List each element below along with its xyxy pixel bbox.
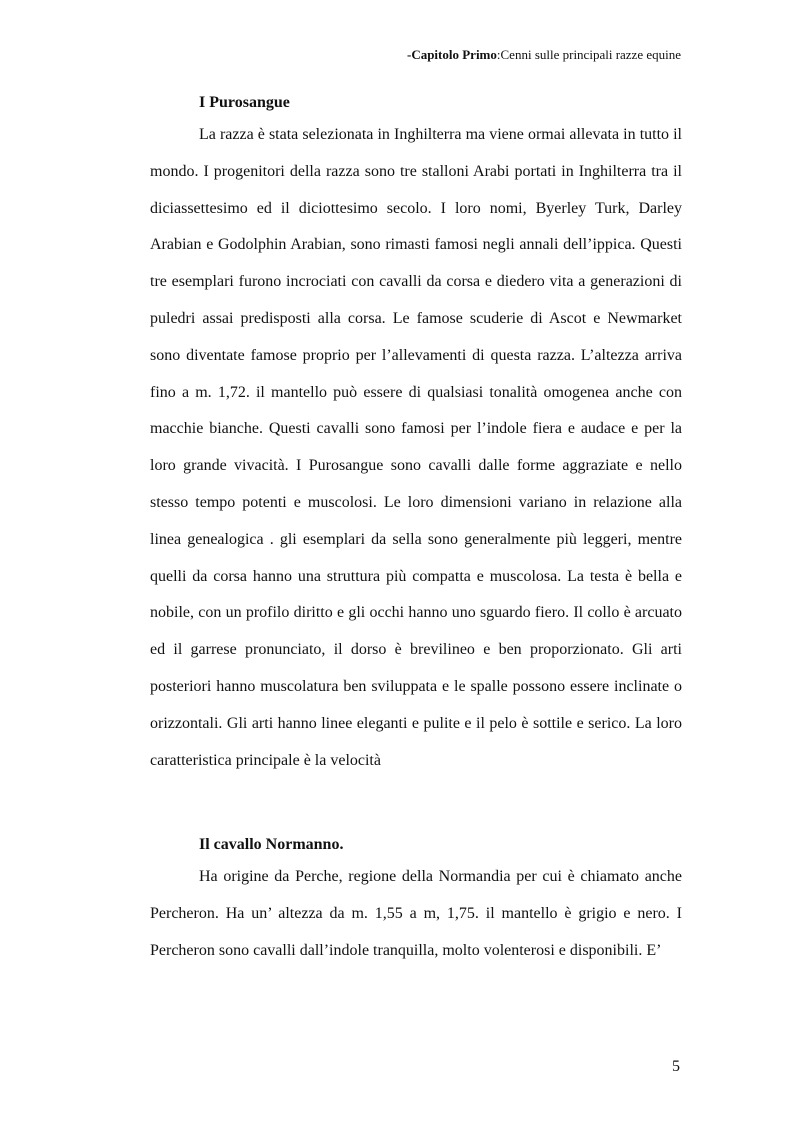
chapter-subtitle: Cenni sulle principali razze equine bbox=[500, 47, 681, 62]
page-number: 5 bbox=[672, 1058, 680, 1075]
section-paragraph: La razza è stata selezionata in Inghilterra ma viene ormai allevata in tutto il mondo. I progenitori della razza sono tre stalloni Arabi portati in Inghilterra tra il diciassettesimo ed il diciottesimo secolo. I loro nomi, Byerley Turk, Darley Arabian e Godolphin Arabian, sono rimasti famosi negli annali dell’ippica. Questi tre esemplari furono incrociati con cavalli da corsa e diedero vita a generazioni di puledri assai predisposti alla corsa. Le famose scuderie di Ascot e Newmarket sono diventate famose proprio per l’allevamenti di questa razza. L’altezza arriva fino a m. 1,72. il mantello può essere di qualsiasi tonalità omogenea anche con macchie bianche. Questi cavalli sono famosi per l’indole fiera e audace e per la loro grande vivacità. I Purosangue sono cavalli dalle forme aggraziate e nello stesso tempo potenti e muscolosi. Le loro dimensioni variano in relazione alla linea genealogica . gli esemplari da sella sono generalmente più leggeri, mentre quelli da corsa hanno una struttura più compatta e muscolosa. La testa è bella e nobile, con un profilo diritto e gli occhi hanno uno sguardo fiero. Il collo è arcuato ed il garrese pronunciato, il dorso è brevilineo e ben proporzionato. Gli arti posteriori hanno muscolatura ben sviluppata e le spalle possono essere inclinate o orizzontali. Gli arti hanno linee eleganti e pulite e il pelo è sottile e serico. La loro caratteristica principale è la velocità bbox=[150, 126, 682, 769]
section-paragraph: Ha origine da Perche, regione della Normandia per cui è chiamato anche Percheron. Ha un’ altezza da m. 1,55 a m, 1,75. il mantello è grigio e nero. I Percheron sono cavalli dall’indole tranquilla, molto volenterosi e disponibili. E’ bbox=[150, 868, 682, 959]
chapter-label: -Capitolo Primo bbox=[406, 47, 497, 62]
running-header bbox=[407, 47, 681, 63]
page-content bbox=[150, 89, 682, 970]
header-separator: : bbox=[496, 47, 501, 62]
section-purosangue bbox=[150, 89, 682, 779]
section-title: I Purosangue bbox=[199, 94, 290, 111]
section-title: Il cavallo Normanno. bbox=[199, 836, 344, 854]
section-normanno bbox=[150, 831, 682, 969]
